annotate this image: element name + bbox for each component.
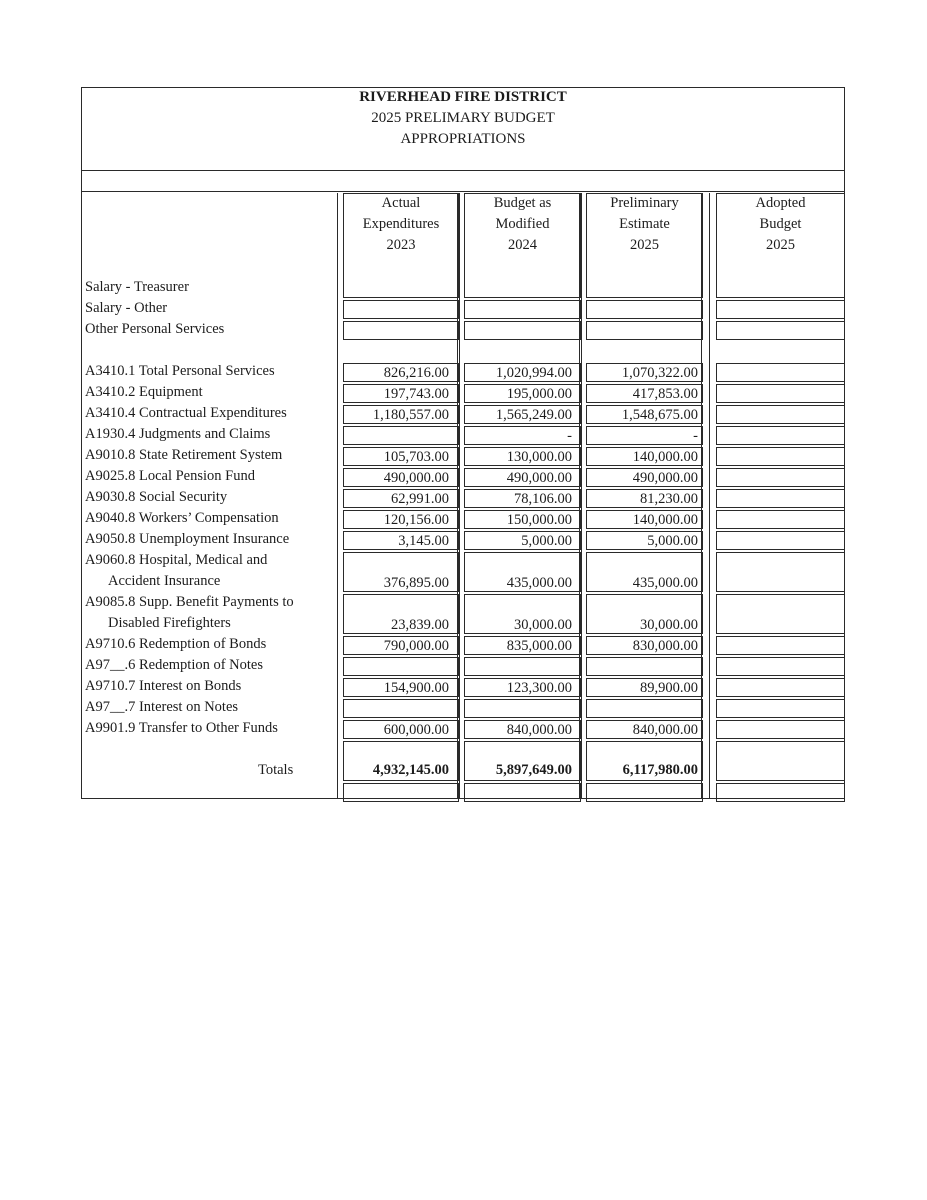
column-rule [459, 193, 460, 799]
row-label: A97__.7 Interest on Notes [85, 699, 239, 715]
value-actual-2023: 62,991.00 [391, 491, 449, 507]
value-prelim-2025: 840,000.00 [632, 722, 698, 738]
value-cell [343, 426, 459, 445]
value-budget-2024: 490,000.00 [506, 470, 572, 486]
value-cell [464, 321, 581, 340]
header-divider [81, 191, 845, 192]
row-label: A3410.2 Equipment [85, 384, 203, 400]
value-cell [716, 552, 845, 592]
value-cell [716, 657, 845, 676]
value-cell [716, 468, 845, 487]
column-heading-line2: Expenditures [362, 216, 440, 232]
value-budget-2024: 195,000.00 [506, 386, 572, 402]
value-prelim-2025: 1,548,675.00 [621, 407, 698, 423]
value-cell [586, 657, 703, 676]
column-rule [709, 193, 710, 799]
value-cell [716, 489, 845, 508]
value-actual-2023: 490,000.00 [383, 470, 449, 486]
value-cell [586, 300, 703, 319]
row-label: A1930.4 Judgments and Claims [85, 426, 271, 442]
value-prelim-2025: 30,000.00 [640, 617, 698, 633]
value-cell [716, 300, 845, 319]
value-actual-2023: 600,000.00 [383, 722, 449, 738]
value-budget-2024: 150,000.00 [506, 512, 572, 528]
value-prelim-2025: 140,000.00 [632, 512, 698, 528]
column-heading-line1: Actual [381, 195, 421, 211]
row-label: A9050.8 Unemployment Insurance [85, 531, 290, 547]
value-cell [716, 321, 845, 340]
column-heading-line3: 2025 [630, 237, 659, 253]
total-actual-2023: 4,932,145.00 [372, 762, 449, 778]
value-budget-2024: 435,000.00 [506, 575, 572, 591]
value-prelim-2025: 5,000.00 [647, 533, 698, 549]
totals-cell [464, 783, 581, 802]
row-label: A9025.8 Local Pension Fund [85, 468, 255, 484]
column-heading-line3: 2023 [386, 237, 416, 253]
document-subtitle: 2025 PRELIMARY BUDGET [371, 110, 555, 126]
row-label: A97__.6 Redemption of Notes [85, 657, 264, 673]
value-budget-2024: 840,000.00 [506, 722, 572, 738]
value-actual-2023: 790,000.00 [383, 638, 449, 654]
value-prelim-2025: 435,000.00 [632, 575, 698, 591]
row-label: A9010.8 State Retirement System [85, 447, 283, 463]
value-cell [716, 636, 845, 655]
row-label: A3410.1 Total Personal Services [85, 363, 275, 379]
value-cell [716, 531, 845, 550]
totals-label: Totals [258, 762, 294, 778]
row-label: A9040.8 Workers’ Compensation [85, 510, 279, 526]
row-label: A9060.8 Hospital, Medical and [85, 552, 268, 568]
column-rule [581, 193, 582, 799]
column-heading-line1: Adopted [755, 195, 806, 211]
value-budget-2024: 123,300.00 [506, 680, 572, 696]
value-actual-2023: 3,145.00 [398, 533, 449, 549]
value-budget-2024: 835,000.00 [506, 638, 572, 654]
column-heading-line1: Preliminary [610, 195, 679, 211]
header-divider [81, 170, 845, 171]
totals-cell [343, 783, 459, 802]
document-title: RIVERHEAD FIRE DISTRICT [359, 89, 567, 105]
section-title: APPROPRIATIONS [400, 131, 526, 147]
row-label: Salary - Other [85, 300, 168, 316]
column-heading-line1: Budget as [493, 195, 552, 211]
value-actual-2023: 826,216.00 [383, 365, 449, 381]
value-cell [343, 657, 459, 676]
value-prelim-2025: 490,000.00 [632, 470, 698, 486]
row-label: A3410.4 Contractual Expenditures [85, 405, 287, 421]
value-actual-2023: 105,703.00 [383, 449, 449, 465]
value-prelim-2025: 81,230.00 [640, 491, 698, 507]
row-label: A9710.7 Interest on Bonds [85, 678, 242, 694]
value-actual-2023: 23,839.00 [391, 617, 449, 633]
value-cell [343, 321, 459, 340]
totals-cell [716, 783, 845, 802]
total-prelim-2025: 6,117,980.00 [622, 762, 698, 778]
row-label: A9085.8 Supp. Benefit Payments to [85, 594, 294, 610]
total-budget-2024: 5,897,649.00 [495, 762, 572, 778]
value-cell [716, 699, 845, 718]
row-label: Other Personal Services [85, 321, 225, 337]
column-heading-line3: 2025 [766, 237, 795, 253]
value-cell [464, 699, 581, 718]
value-cell [343, 300, 459, 319]
row-label: Salary - Treasurer [85, 279, 189, 295]
value-cell [343, 699, 459, 718]
value-cell [716, 363, 845, 382]
value-budget-2024: 1,020,994.00 [495, 365, 572, 381]
totals-cell [586, 783, 703, 802]
value-budget-2024: 30,000.00 [514, 617, 572, 633]
value-cell [586, 699, 703, 718]
row-label: A9710.6 Redemption of Bonds [85, 636, 267, 652]
value-budget-2024: 78,106.00 [514, 491, 572, 507]
value-cell [586, 321, 703, 340]
value-prelim-2025: 89,900.00 [640, 680, 698, 696]
value-budget-2024: 130,000.00 [506, 449, 572, 465]
value-actual-2023: 120,156.00 [383, 512, 449, 528]
column-heading-line3: 2024 [508, 237, 537, 253]
value-cell [716, 405, 845, 424]
value-cell [716, 426, 845, 445]
value-cell [716, 510, 845, 529]
value-cell [716, 384, 845, 403]
value-prelim-2025: - [693, 428, 698, 444]
column-heading-line2: Budget [759, 216, 802, 232]
value-actual-2023: 197,743.00 [383, 386, 449, 402]
value-actual-2023: 1,180,557.00 [372, 407, 449, 423]
value-cell [716, 594, 845, 634]
row-label-continued: Accident Insurance [108, 573, 221, 589]
column-rule [337, 193, 338, 799]
row-label: A9030.8 Social Security [85, 489, 228, 505]
column-heading-line2: Estimate [619, 216, 670, 232]
value-cell [716, 678, 845, 697]
value-prelim-2025: 830,000.00 [632, 638, 698, 654]
totals-cell [716, 741, 845, 781]
value-cell [464, 657, 581, 676]
value-budget-2024: 5,000.00 [521, 533, 572, 549]
value-cell [716, 720, 845, 739]
value-prelim-2025: 417,853.00 [632, 386, 698, 402]
value-budget-2024: - [567, 428, 572, 444]
column-heading-line2: Modified [495, 216, 550, 232]
value-prelim-2025: 140,000.00 [632, 449, 698, 465]
value-actual-2023: 376,895.00 [383, 575, 449, 591]
value-cell [716, 447, 845, 466]
value-actual-2023: 154,900.00 [383, 680, 449, 696]
value-prelim-2025: 1,070,322.00 [621, 365, 698, 381]
row-label: A9901.9 Transfer to Other Funds [85, 720, 278, 736]
value-cell [464, 300, 581, 319]
value-budget-2024: 1,565,249.00 [495, 407, 572, 423]
row-label-continued: Disabled Firefighters [108, 615, 231, 631]
